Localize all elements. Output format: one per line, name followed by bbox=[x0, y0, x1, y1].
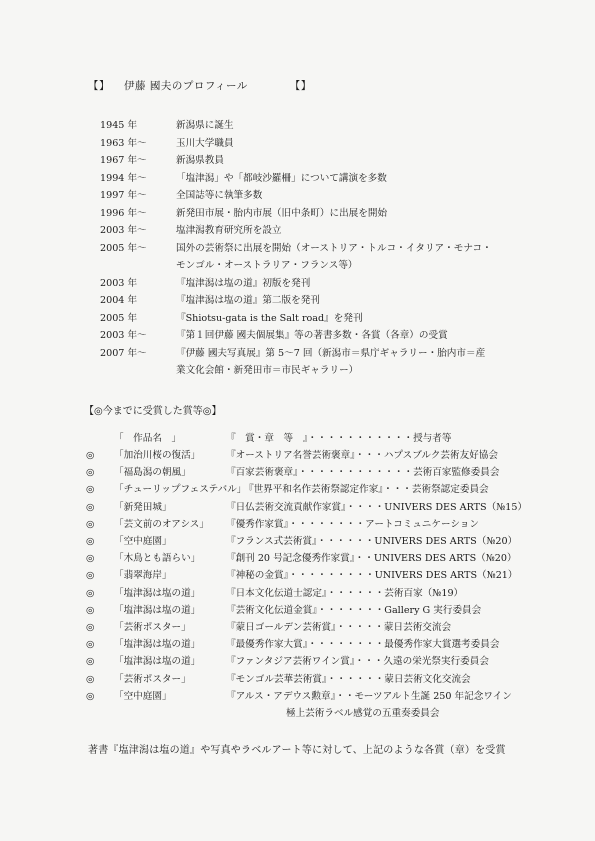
award-work: 「芸文前のオアシス」 bbox=[114, 518, 209, 530]
award-name: 『優秀作家賞』・・・・・・・・アートコミュニケーション bbox=[226, 518, 479, 530]
timeline-year: 2003 年〜 bbox=[100, 225, 147, 236]
bullet-mark: ◎ bbox=[86, 622, 95, 634]
profile-heading bbox=[88, 78, 312, 93]
timeline-event: モンゴル・オーストラリア・フランス等） bbox=[176, 260, 358, 271]
timeline-row bbox=[100, 117, 560, 135]
timeline-row bbox=[100, 135, 560, 153]
profile-bracket-close: 【】 bbox=[289, 80, 312, 92]
bullet-mark: ◎ bbox=[86, 450, 95, 461]
awards-list bbox=[86, 447, 556, 722]
award-name: 『ファンタジア芸術ワイン賞』・・・久遠の栄光祭実行委員会 bbox=[226, 656, 489, 668]
award-row bbox=[86, 619, 556, 636]
timeline-year: 1994 年〜 bbox=[100, 172, 147, 184]
award-row bbox=[86, 688, 556, 705]
timeline-event: 国外の芸術祭に出展を開始（オーストリア・トルコ・イタリア・モナコ・ bbox=[176, 242, 492, 254]
timeline-row bbox=[100, 362, 560, 380]
summary-text: 著書『塩津潟は塩の道』や写真やラベルアート等に対して、上記のような各賞（章）を受賞 bbox=[88, 745, 506, 756]
timeline-row bbox=[100, 345, 560, 363]
timeline-year: 2004 年 bbox=[100, 295, 138, 306]
timeline-year: 1967 年〜 bbox=[100, 155, 147, 166]
award-row bbox=[86, 533, 556, 550]
timeline-event: 『第１回伊藤 國夫個展集』等の著書多数・各賞（各章）の受賞 bbox=[176, 330, 448, 341]
award-work: 「新発田城」 bbox=[114, 501, 172, 513]
award-row bbox=[86, 567, 556, 584]
bullet-mark: ◎ bbox=[86, 604, 95, 616]
timeline-event: 『塩津潟は塩の道』初版を発刊 bbox=[176, 277, 311, 289]
award-row bbox=[86, 653, 556, 670]
timeline-year bbox=[100, 257, 176, 275]
timeline-row bbox=[100, 170, 560, 188]
profile-title: 伊藤 國夫のプロフィール bbox=[124, 80, 248, 92]
timeline-year: 2003 年〜 bbox=[100, 330, 147, 341]
awards-heading: 【◎今までに受賞した賞等◎】 bbox=[84, 406, 222, 417]
timeline-row bbox=[100, 310, 560, 328]
timeline-row bbox=[100, 152, 560, 170]
award-row bbox=[86, 636, 556, 653]
award-name: 『オーストリア名誉芸術褒章』・・・ハプスブルク芸術友好協会 bbox=[226, 450, 498, 461]
timeline-event: 業文化会館・新発田市＝市民ギャラリー） bbox=[176, 365, 359, 376]
award-work: 「福島潟の朝風」 bbox=[114, 467, 191, 479]
award-row bbox=[86, 499, 556, 516]
timeline-year: 1997 年〜 bbox=[100, 190, 147, 201]
profile-bracket-open: 【】 bbox=[88, 80, 110, 92]
award-name: 『世界平和名作芸術祭認定作家』・・・芸術祭認定委員会 bbox=[244, 484, 489, 496]
timeline-event: 玉川大学職員 bbox=[176, 137, 234, 149]
award-row bbox=[86, 447, 556, 464]
award-row-continuation bbox=[86, 705, 556, 722]
award-continuation: 極上芸術ラベル感覚の五重奏委員会 bbox=[286, 708, 440, 720]
timeline-event: 塩津潟教育研究所を設立 bbox=[176, 225, 282, 236]
award-row bbox=[86, 550, 556, 567]
bullet-mark: ◎ bbox=[86, 501, 95, 513]
award-row bbox=[86, 464, 556, 481]
profile-timeline bbox=[100, 117, 560, 380]
bullet-mark: ◎ bbox=[86, 467, 95, 479]
award-work: 「チューリップフェステバル」 bbox=[114, 484, 247, 496]
bullet-mark: ◎ bbox=[86, 656, 95, 668]
award-work: 「木鳥とも語らい」 bbox=[114, 553, 201, 565]
timeline-row bbox=[100, 327, 560, 345]
award-row bbox=[86, 585, 556, 602]
timeline-row bbox=[100, 257, 560, 275]
award-name: 『フランス式芸術賞』・・・・・・UNIVERS DES ARTS（№20） bbox=[226, 536, 518, 548]
timeline-row bbox=[100, 292, 560, 310]
award-row bbox=[86, 481, 556, 498]
bullet-mark: ◎ bbox=[86, 536, 95, 548]
award-work: 「塩津潟は塩の道」 bbox=[114, 604, 201, 616]
award-name: 『蒙日ゴールデン芸術賞』・・・・・蒙日芸術交流会 bbox=[226, 622, 452, 634]
award-name: 『神秘の金賞』・・・・・・・・・UNIVERS DES ARTS（№21） bbox=[226, 570, 518, 582]
timeline-year: 1963 年〜 bbox=[100, 137, 147, 149]
timeline-row bbox=[100, 205, 560, 223]
timeline-event: 『伊藤 國夫写真展』第 5〜7 回（新潟市＝県庁ギャラリー・胎内市＝産 bbox=[176, 347, 486, 359]
timeline-event: 新潟県教員 bbox=[176, 155, 224, 166]
award-name: 『創刊 20 号記念優秀作家賞』・・UNIVERS DES ARTS（№20） bbox=[226, 553, 517, 565]
award-row bbox=[86, 671, 556, 688]
award-name: 『モンゴル芸華芸術賞』・・・・・・蒙日芸術文化交流会 bbox=[226, 673, 471, 685]
timeline-row bbox=[100, 222, 560, 240]
timeline-event: 新潟県に誕生 bbox=[176, 120, 234, 131]
bullet-mark: ◎ bbox=[86, 570, 95, 582]
timeline-row bbox=[100, 240, 560, 258]
bullet-mark: ◎ bbox=[86, 639, 95, 651]
header-work: 「 作品名 」 bbox=[114, 433, 182, 444]
bullet-mark: ◎ bbox=[86, 484, 95, 496]
timeline-year: 1996 年〜 bbox=[100, 207, 147, 219]
award-work: 「翡翠海岸」 bbox=[114, 570, 172, 582]
timeline-row bbox=[100, 187, 560, 205]
timeline-event: 『塩津潟は塩の道』第二版を発刊 bbox=[176, 295, 320, 306]
award-work: 「塩津潟は塩の道」 bbox=[114, 656, 201, 668]
timeline-event: 「塩津潟」や「都岐沙羅柵」について講演を多数 bbox=[176, 172, 387, 184]
timeline-year: 2003 年 bbox=[100, 277, 138, 289]
timeline-year bbox=[100, 362, 176, 380]
timeline-year: 2007 年〜 bbox=[100, 347, 147, 359]
award-work: 「空中庭園」 bbox=[114, 536, 172, 548]
award-work: 「芸術ポスター」 bbox=[114, 622, 191, 634]
timeline-row bbox=[100, 275, 560, 293]
award-work: 「塩津潟は塩の道」 bbox=[114, 639, 201, 651]
awards-column-header bbox=[114, 430, 451, 444]
header-award: 『 賞・章 等 』・・・・・・・・・・・授与者等 bbox=[226, 433, 452, 444]
bullet-mark: ◎ bbox=[86, 673, 95, 685]
award-name: 『日仏芸術交流貢献作家賞』・・・・UNIVERS DES ARTS（№15） bbox=[226, 501, 528, 513]
award-name: 『百家芸術褒章』・・・・・・・・・・・・芸術百家監修委員会 bbox=[226, 467, 500, 479]
award-row bbox=[86, 602, 556, 619]
bullet-mark: ◎ bbox=[86, 518, 95, 530]
timeline-year: 2005 年〜 bbox=[100, 242, 147, 254]
timeline-year: 2005 年 bbox=[100, 312, 138, 324]
timeline-event: 全国誌等に執筆多数 bbox=[176, 190, 263, 201]
award-work: 「芸術ポスター」 bbox=[114, 673, 191, 685]
award-name: 『日本文化伝道士認定』・・・・・・芸術百家（№19） bbox=[226, 587, 464, 599]
award-name: 『アルス・アデウス勲章』・・モーツアルト生誕 250 年記念ワイン bbox=[226, 690, 512, 702]
award-name: 『芸術文化伝道金賞』・・・・・・・Gallery G 実行委員会 bbox=[226, 604, 482, 616]
timeline-event: 『Shiotsu-gata is the Salt road』を発刊 bbox=[176, 312, 363, 324]
timeline-year: 1945 年 bbox=[100, 120, 138, 131]
award-name: 『最優秀作家大賞』・・・・・・・・最優秀作家大賞選考委員会 bbox=[226, 639, 500, 651]
bullet-mark: ◎ bbox=[86, 690, 95, 702]
timeline-event: 新発田市展・胎内市展（旧中条町）に出展を開始 bbox=[176, 207, 388, 219]
award-work: 「空中庭園」 bbox=[114, 690, 172, 702]
award-work: 「加治川桜の復活」 bbox=[114, 450, 201, 461]
award-work: 「塩津潟は塩の道」 bbox=[114, 587, 201, 599]
bullet-mark: ◎ bbox=[86, 587, 95, 599]
award-row bbox=[86, 516, 556, 533]
bullet-mark: ◎ bbox=[86, 553, 95, 565]
